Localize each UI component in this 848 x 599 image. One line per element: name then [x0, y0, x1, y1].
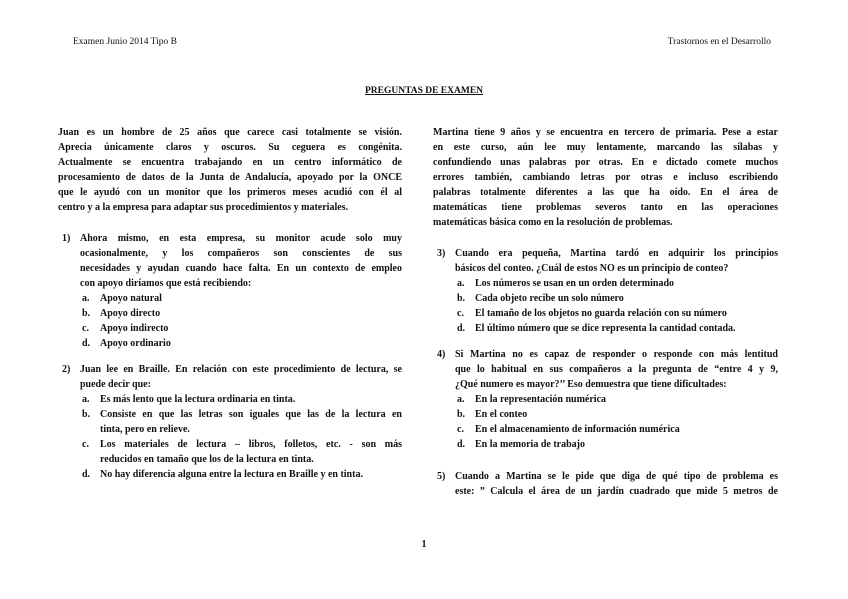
question-2: [58, 362, 402, 482]
text-line: Los números se usan en un orden determinado: [475, 278, 675, 289]
answer-option-a: [82, 392, 402, 407]
text-line: matemáticas básica como en la resolución de problemas.: [433, 217, 673, 228]
answer-option-a: [82, 291, 402, 306]
right-column: [433, 125, 778, 505]
answer-option-d: [82, 467, 402, 482]
option-letter: b.: [82, 308, 91, 319]
answer-option-b: [82, 407, 402, 437]
text-line: palabras totalmente diferentes a las que ha oído. En el área de: [433, 187, 778, 198]
text-line: ¿Qué numero es mayor?’’ Eso demuestra que tiene dificultades:: [455, 379, 727, 390]
text-line: En la memoria de trabajo: [475, 439, 585, 450]
text-line: Cuando era pequeña, Martina tardó en adquirir los principios: [455, 248, 778, 259]
text-line: En el almacenamiento de información numérica: [475, 424, 680, 435]
text-line: No hay diferencia alguna entre la lectura en Braille y en tinta.: [100, 469, 363, 480]
question-text: [80, 362, 402, 392]
text-line: Los materiales de lectura – libros, folletos, etc. - son más: [100, 439, 402, 450]
option-text: [100, 321, 402, 336]
option-letter: a.: [457, 278, 465, 289]
option-text: [100, 437, 402, 467]
text-line: este: ” Calcula el área de un jardín cuadrado que mide 5 metros de: [455, 486, 778, 497]
text-line: En la representación numérica: [475, 394, 607, 405]
option-letter: d.: [457, 439, 466, 450]
option-text: [475, 276, 778, 291]
option-letter: a.: [457, 394, 465, 405]
answer-option-c: [457, 306, 778, 321]
text-line: que lo habitual en sus compañeros a la pregunta de “entre 4 y 9,: [455, 364, 778, 375]
option-letter: b.: [457, 293, 466, 304]
question-number: 2): [62, 364, 71, 375]
text-line: El último número que se dice representa la cantidad contada.: [475, 323, 736, 334]
text-line: que le ayudó con un monitor que los primeros meses acudió con él al: [58, 187, 402, 198]
option-text: [475, 306, 778, 321]
text-line: confundiendo unas palabras por otras. En e dictado comete muchos: [433, 157, 778, 168]
answer-option-b: [82, 306, 402, 321]
question-3: [433, 246, 778, 336]
question-text: [80, 231, 402, 291]
option-letter: d.: [82, 338, 91, 349]
question-text: [455, 347, 778, 392]
text-line: Actualmente se encuentra trabajando en un centro informático de: [58, 157, 402, 168]
option-text: [100, 336, 402, 351]
page-number: 1: [421, 539, 427, 550]
text-line: El tamaño de los objetos no guarda relación con su número: [475, 308, 727, 319]
answer-option-c: [82, 321, 402, 336]
question-text: [455, 469, 778, 499]
text-line: Apoyo ordinario: [100, 338, 171, 349]
text-line: Apoyo directo: [100, 308, 161, 319]
text-line: Consiste en que las letras son iguales que las de la lectura en: [100, 409, 402, 420]
option-letter: a.: [82, 394, 90, 405]
question-5: [433, 469, 778, 499]
option-text: [475, 407, 778, 422]
option-letter: d.: [82, 469, 91, 480]
header-left: Examen Junio 2014 Tipo B: [73, 37, 177, 47]
answer-option-b: [457, 407, 778, 422]
answer-option-d: [82, 336, 402, 351]
question-number: 3): [437, 248, 446, 259]
answer-option-c: [82, 437, 402, 467]
text-line: con apoyo diríamos que está recibiendo:: [80, 278, 252, 289]
option-text: [100, 306, 402, 321]
text-line: Apoyo natural: [100, 293, 162, 304]
option-letter: c.: [82, 323, 89, 334]
text-line: Ahora mismo, en esta empresa, su monitor acude solo muy: [80, 233, 402, 244]
option-text: [100, 467, 402, 482]
text-line: Cada objeto recibe un solo número: [475, 293, 624, 304]
text-line: tinta, pero en relieve.: [100, 424, 190, 435]
answer-option-a: [457, 392, 778, 407]
option-letter: c.: [82, 439, 89, 450]
option-text: [475, 422, 778, 437]
option-letter: d.: [457, 323, 466, 334]
option-letter: c.: [457, 424, 464, 435]
option-text: [100, 392, 402, 407]
option-text: [100, 291, 402, 306]
question-number: 5): [437, 471, 446, 482]
text-line: ocasionalmente, y los compañeros son conscientes de sus: [80, 248, 402, 259]
question-number: 1): [62, 233, 71, 244]
text-line: centro y a la empresa para adaptar sus procedimientos y materiales.: [58, 202, 349, 213]
text-line: Si Martina no es capaz de responder o responde con más lentitud: [455, 349, 778, 360]
answer-option-d: [457, 437, 778, 452]
option-text: [475, 321, 778, 336]
option-letter: a.: [82, 293, 90, 304]
question-text: [455, 246, 778, 276]
text-line: procesamiento de datos de la Junta de Andalucía, apoyado por la ONCE: [58, 172, 402, 183]
option-text: [100, 407, 402, 437]
option-text: [475, 392, 778, 407]
text-line: En el conteo: [475, 409, 528, 420]
option-letter: c.: [457, 308, 464, 319]
text-line: Es más lento que la lectura ordinaria en tinta.: [100, 394, 296, 405]
text-line: matemáticas tiene problemas severos tanto en las operaciones: [433, 202, 778, 213]
question-4: [433, 347, 778, 452]
intro-paragraph: [58, 125, 402, 215]
answer-option-b: [457, 291, 778, 306]
page-title: PREGUNTAS DE EXAMEN: [364, 86, 484, 96]
answer-option-d: [457, 321, 778, 336]
text-line: Cuando a Martina se le pide que diga de qué tipo de problema es: [455, 471, 778, 482]
text-line: reducidos en tamaño que los de la lectura en tinta.: [100, 454, 314, 465]
text-line: puede decir que:: [80, 379, 151, 390]
text-line: Martina tiene 9 años y se encuentra en tercero de primaria. Pese a estar: [433, 127, 778, 138]
question-1: [58, 231, 402, 351]
option-text: [475, 437, 778, 452]
intro-paragraph: [433, 125, 778, 230]
text-line: básicos del conteo. ¿Cuál de estos NO es un principio de conteo?: [455, 263, 729, 274]
option-letter: b.: [457, 409, 466, 420]
question-number: 4): [437, 349, 446, 360]
option-text: [475, 291, 778, 306]
answer-option-a: [457, 276, 778, 291]
answer-option-c: [457, 422, 778, 437]
header-right: Trastornos en el Desarrollo: [667, 37, 771, 47]
text-line: Apoyo indirecto: [100, 323, 169, 334]
text-line: necesidades y ayudan cuando hace falta. En un contexto de empleo: [80, 263, 402, 274]
text-line: en este curso, aún lee muy lentamente, marcando las sílabas y: [433, 142, 778, 153]
text-line: Juan lee en Braille. En relación con este procedimiento de lectura, se: [80, 364, 402, 375]
text-line: Juan es un hombre de 25 años que carece casi totalmente se visión.: [58, 127, 402, 138]
left-column: [58, 125, 402, 505]
text-line: errores también, cambiando letras por otras e incluso escribiendo: [433, 172, 778, 183]
option-letter: b.: [82, 409, 91, 420]
text-line: Aprecia únicamente claros y oscuros. Su ceguera es congénita.: [58, 142, 402, 153]
